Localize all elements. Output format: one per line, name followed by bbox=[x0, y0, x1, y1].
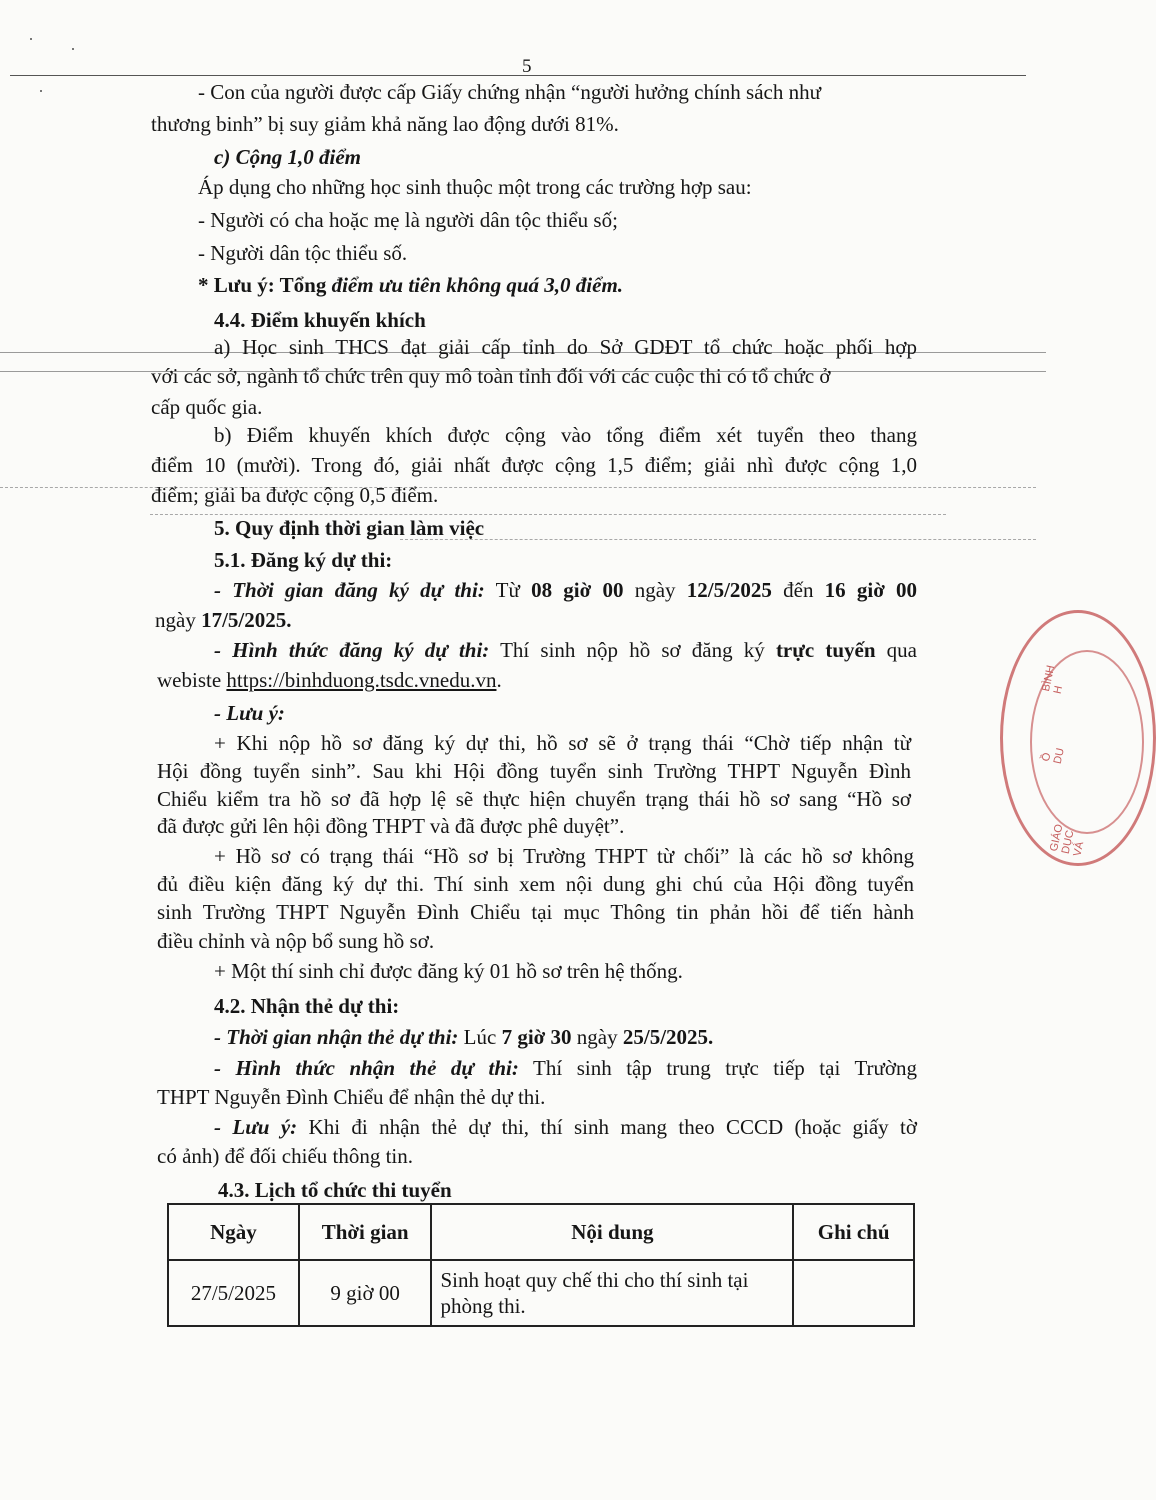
time-value: 7 giờ 30 bbox=[501, 1025, 572, 1049]
text-line: sinh Trường THPT Nguyễn Đình Chiểu tại mục Thông tin phản hồi để tiến hành bbox=[157, 900, 914, 924]
column-header: Ghi chú bbox=[793, 1204, 914, 1260]
table-cell-time: 9 giờ 00 bbox=[299, 1260, 432, 1326]
section-heading: 4.4. Điểm khuyến khích bbox=[214, 308, 426, 332]
stamp-text: Ồ DU bbox=[1040, 746, 1067, 765]
text-line: + Khi nộp hồ sơ đăng ký dự thi, hồ sơ sẽ ở trạng thái “Chờ tiếp nhận từ bbox=[214, 731, 911, 755]
text-fragment: Từ bbox=[495, 578, 520, 602]
time-value: 08 giờ 00 bbox=[531, 578, 624, 602]
text-line: điểm 10 (mười). Trong đó, giải nhất được cộng 1,5 điểm; giải nhì được cộng 1,0 bbox=[151, 453, 917, 477]
field-label: - Hình thức nhận thẻ dự thi: bbox=[214, 1056, 519, 1080]
text-fragment: ngày bbox=[634, 578, 676, 602]
text-line: cấp quốc gia. bbox=[151, 395, 263, 419]
column-header: Ngày bbox=[168, 1204, 299, 1260]
scan-speck bbox=[40, 90, 42, 92]
text-fragment: đến bbox=[783, 578, 814, 602]
table-row bbox=[168, 1260, 914, 1326]
text-line: thương binh” bị suy giảm khả năng lao động dưới 81%. bbox=[151, 112, 619, 136]
text-line: b) Điểm khuyến khích được cộng vào tổng điểm xét tuyển theo thang bbox=[214, 423, 917, 447]
field-label: - Hình thức đăng ký dự thi: bbox=[214, 638, 490, 662]
text-line: THPT Nguyễn Đình Chiểu để nhận thẻ dự thi. bbox=[157, 1085, 546, 1109]
section-heading: 4.2. Nhận thẻ dự thi: bbox=[214, 994, 400, 1018]
stamp-text: GIÁO DỤC VÀ bbox=[1048, 823, 1087, 858]
list-item: - Người dân tộc thiểu số. bbox=[198, 241, 408, 265]
text-line: điểm; giải ba được cộng 0,5 điểm. bbox=[151, 483, 439, 507]
text-line bbox=[214, 1024, 713, 1050]
field-label: - Thời gian đăng ký dự thi: bbox=[214, 578, 485, 602]
text-line: Áp dụng cho những học sinh thuộc một trong các trường hợp sau: bbox=[198, 175, 752, 199]
text-line: với các sở, ngành tổ chức trên quy mô toàn tỉnh đối với các cuộc thi có tổ chức ở bbox=[151, 364, 831, 388]
table-cell-note bbox=[793, 1260, 914, 1326]
text-line bbox=[214, 637, 917, 663]
text-line bbox=[214, 1114, 917, 1140]
text-fragment: ngày bbox=[576, 1025, 618, 1049]
scan-speck bbox=[72, 48, 74, 50]
date-value: 12/5/2025 bbox=[686, 578, 772, 602]
table-header-row bbox=[168, 1204, 914, 1260]
emphasis-text: trực tuyến bbox=[775, 638, 876, 662]
text-line: điều chỉnh và nộp bổ sung hồ sơ. bbox=[157, 929, 435, 953]
text-fragment: ngày bbox=[155, 608, 196, 632]
text-line bbox=[155, 607, 292, 633]
column-header: Nội dung bbox=[431, 1204, 793, 1260]
stamp-text: BÌNH H bbox=[1040, 664, 1066, 695]
scan-speck bbox=[30, 38, 32, 40]
date-value: 17/5/2025. bbox=[201, 608, 292, 632]
column-header: Thời gian bbox=[299, 1204, 432, 1260]
text-fragment: Thí sinh nộp hồ sơ đăng ký bbox=[500, 638, 765, 662]
field-label: - Thời gian nhận thẻ dự thi: bbox=[214, 1025, 459, 1049]
date-value: 25/5/2025. bbox=[622, 1025, 714, 1049]
header-rule bbox=[10, 75, 1026, 76]
text-fragment: Thí sinh tập trung trực tiếp tại Trường bbox=[533, 1056, 918, 1080]
text-line: + Một thí sinh chỉ được đăng ký 01 hồ sơ trên hệ thống. bbox=[214, 959, 683, 983]
text-fragment: webiste bbox=[157, 668, 222, 692]
text-fragment: qua bbox=[886, 638, 917, 662]
section-heading: 4.3. Lịch tổ chức thi tuyển bbox=[218, 1178, 452, 1202]
text-line: a) Học sinh THCS đạt giải cấp tỉnh do Sở GDĐT tổ chức hoặc phối hợp bbox=[214, 335, 917, 359]
text-fragment: Lúc bbox=[463, 1025, 497, 1049]
note-line bbox=[198, 272, 623, 298]
note-label: - Lưu ý: bbox=[214, 701, 285, 725]
text-line: - Con của người được cấp Giấy chứng nhận “người hưởng chính sách như bbox=[198, 80, 821, 104]
note-label: - Lưu ý: bbox=[214, 1115, 298, 1139]
text-line: + Hồ sơ có trạng thái “Hồ sơ bị Trường THPT từ chối” là các hồ sơ không bbox=[214, 844, 914, 868]
text-line bbox=[214, 577, 917, 603]
section-heading: c) Cộng 1,0 điểm bbox=[214, 145, 361, 169]
text-line bbox=[157, 667, 502, 693]
text-line: Chiểu kiểm tra hồ sơ đã hợp lệ sẽ thực hiện chuyển trạng thái hồ sơ sang “Hồ sơ bbox=[157, 787, 911, 811]
text-line: có ảnh) để đối chiếu thông tin. bbox=[157, 1144, 414, 1168]
scan-line bbox=[400, 539, 1036, 540]
text-line: Hội đồng tuyển sinh”. Sau khi Hội đồng tuyển sinh Trường THPT Nguyễn Đình bbox=[157, 759, 911, 783]
time-value: 16 giờ 00 bbox=[824, 578, 918, 602]
page-number: 5 bbox=[522, 56, 532, 77]
exam-schedule-table bbox=[167, 1203, 915, 1327]
registration-link[interactable]: https://binhduong.tsdc.vnedu.vn bbox=[226, 668, 497, 692]
table-cell-date: 27/5/2025 bbox=[168, 1260, 299, 1326]
note-label: * Lưu ý: Tổng bbox=[198, 273, 327, 297]
text-line bbox=[214, 1055, 917, 1081]
text-fragment: . bbox=[496, 668, 502, 692]
text-fragment: Khi đi nhận thẻ dự thi, thí sinh mang theo CCCD (hoặc giấy tờ bbox=[308, 1115, 917, 1139]
table-cell-content: Sinh hoạt quy chế thi cho thí sinh tại phòng thi. bbox=[431, 1260, 793, 1326]
note-text: điểm ưu tiên không quá 3,0 điểm. bbox=[331, 273, 624, 297]
list-item: - Người có cha hoặc mẹ là người dân tộc thiểu số; bbox=[198, 208, 618, 232]
text-line: đã được gửi lên hội đồng THPT và đã được phê duyệt”. bbox=[157, 814, 625, 838]
section-heading: 5. Quy định thời gian làm việc bbox=[214, 516, 485, 540]
section-heading: 5.1. Đăng ký dự thi: bbox=[214, 548, 393, 572]
text-line: đủ điều kiện đăng ký dự thi. Thí sinh xem nội dung ghi chú của Hội đồng tuyển bbox=[157, 872, 914, 896]
